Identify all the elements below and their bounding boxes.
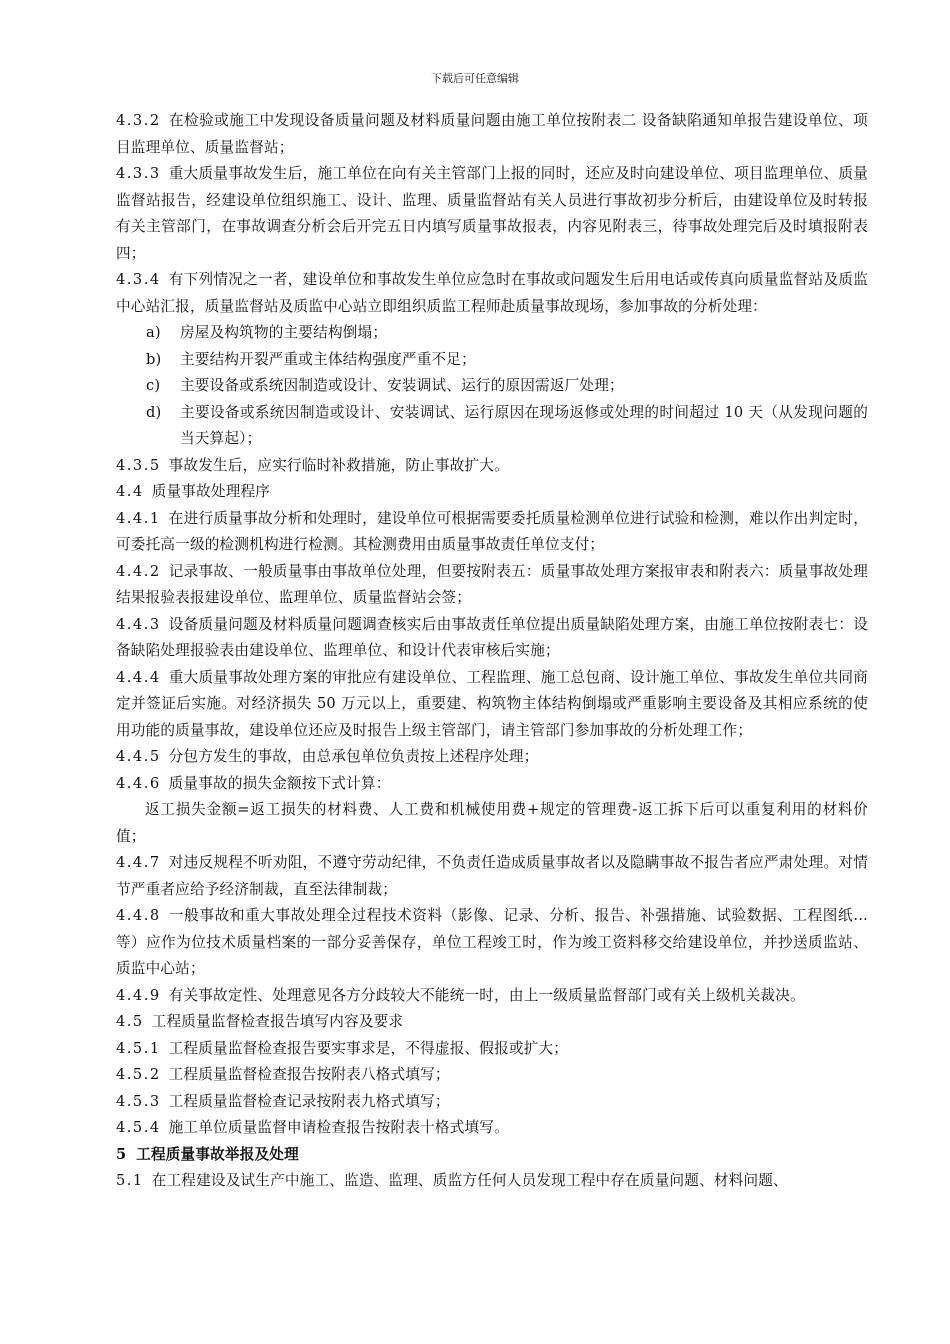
paragraph-4-5-3 (116, 1089, 868, 1116)
clause-text: 重大质量事故发生后，施工单位在向有关主管部门上报的同时，还应及时向建设单位、项目监理单位、质量监督站报告，经建设单位组织施工、设计、监理、质量监督站有关人员进行事故初步分析后，由建设单位及时转报有关主管部门，在事故调查分析会后开完五日内填写质量事故报表，内容见附表三，待事故处理完后及时填报附表四； (116, 165, 868, 262)
formula-paragraph: 返工损失金额=返工损失的材料费、人工费和机械使用费+规定的管理费-返工拆下后可以重复利用的材料价值； (116, 801, 868, 845)
document-body (116, 108, 868, 1195)
clause-number: 4.4.8 (116, 907, 161, 924)
clause-text: 有关事故定性、处理意见各方分歧较大不能统一时，由上一级质量监督部门或有关上级机关裁决。 (168, 986, 805, 1004)
clause-number: 4.4.6 (116, 774, 161, 792)
clause-text: 质量事故的损失金额按下式计算： (168, 774, 391, 792)
clause-number: 4.3.4 (116, 271, 161, 288)
clause-text: 质量事故处理程序 (151, 483, 271, 500)
clause-number: 4.5 (116, 1013, 144, 1030)
section-heading-4-4 (116, 479, 868, 506)
clause-number: 4.3.2 (116, 112, 161, 129)
list-marker: c) (146, 377, 161, 394)
clause-text: 工程质量监督检查报告要实事求是，不得虚报、假报或扩大； (168, 1039, 569, 1057)
paragraph-4-4-6 (116, 771, 868, 798)
list-item-text: 房屋及构筑物的主要结构倒塌； (180, 324, 388, 341)
clause-number: 4.3.3 (116, 165, 161, 182)
clause-text: 在工程建设及试生产中施工、监造、监理、质监方任何人员发现工程中存在质量问题、材料问题、 (151, 1172, 788, 1189)
list-item-b (116, 347, 868, 374)
clause-text: 工程质量监督检查报告填写内容及要求 (151, 1013, 404, 1030)
clause-number: 4.4.2 (116, 562, 161, 580)
paragraph-4-3-2 (116, 108, 868, 161)
clause-number: 5 (116, 1145, 127, 1163)
paragraph-4-3-5 (116, 453, 868, 480)
clause-number: 4.3.5 (116, 456, 161, 474)
clause-number: 4.4 (116, 483, 144, 500)
paragraph-4-5-4 (116, 1115, 868, 1142)
paragraph-5-1 (116, 1168, 868, 1195)
paragraph-4-4-9 (116, 983, 868, 1010)
clause-number: 4.5.1 (116, 1039, 161, 1057)
page-header: 下载后可任意编辑 (431, 72, 519, 85)
clause-number: 4.5.3 (116, 1092, 161, 1110)
section-heading-5 (116, 1142, 868, 1169)
list-marker: a) (146, 324, 161, 341)
paragraph-4-4-4 (116, 665, 868, 745)
clause-number: 4.4.3 (116, 615, 161, 633)
paragraph-4-4-3 (116, 612, 868, 665)
list-item-text: 主要结构开裂严重或主体结构强度严重不足； (180, 350, 476, 368)
clause-number: 4.4.7 (116, 854, 161, 871)
list-item-text: 主要设备或系统因制造或设计、安装调试、运行原因在现场返修或处理的时间超过 10 天（从发现问题的当天算起）； (180, 403, 868, 447)
clause-text: 工程质量监督检查记录按附表九格式填写； (168, 1092, 450, 1110)
clause-number: 4.4.9 (116, 986, 161, 1004)
clause-number: 4.5.2 (116, 1066, 161, 1083)
paragraph-4-3-3 (116, 161, 868, 267)
list-item-a (116, 320, 868, 347)
paragraph-4-5-1 (116, 1036, 868, 1063)
clause-number: 4.5.4 (116, 1119, 161, 1136)
clause-number: 4.4.1 (116, 509, 161, 527)
clause-number: 4.4.5 (116, 748, 161, 765)
list-item-c (116, 373, 868, 400)
list-marker: d) (146, 403, 162, 421)
clause-number: 4.4.4 (116, 668, 161, 686)
clause-text: 在进行质量事故分析和处理时，建设单位可根据需要委托质量检测单位进行试验和检测，难以作出判定时，可委托高一级的检测机构进行检测。其检测费用由质量事故责任单位支付； (116, 509, 868, 553)
clause-text: 工程质量事故举报及处理 (136, 1145, 299, 1163)
clause-text: 有下列情况之一者，建设单位和事故发生单位应急时在事故或问题发生后用电话或传真向质量监督站及质监中心站汇报，质量监督站及质监中心站立即组织质监工程师赴质量事故现场，参加事故的分析处理： (116, 271, 868, 315)
paragraph-4-5-2 (116, 1062, 868, 1089)
clause-text: 一般事故和重大事故处理全过程技术资料（影像、记录、分析、报告、补强措施、试验数据、工程图纸…等）应作为位技术质量档案的一部分妥善保存，单位工程竣工时，作为竣工资料移交给建设单位，并抄送质监站、质监中心站； (116, 907, 868, 977)
paragraph-4-4-2 (116, 559, 868, 612)
clause-text: 分包方发生的事故，由总承包单位负责按上述程序处理； (168, 748, 539, 765)
paragraph-4-4-8 (116, 903, 868, 983)
clause-number: 5.1 (116, 1172, 144, 1189)
clause-text: 工程质量监督检查报告按附表八格式填写； (168, 1066, 450, 1083)
clause-text: 重大质量事故处理方案的审批应有建设单位、工程监理、施工总包商、设计施工单位、事故发生单位共同商定并签证后实施。对经济损失 50 万元以上，重要建、构筑物主体结构倒塌或严重影响主要设备及其相应系统的使用功能的质量事故，建设单位还应及时报告上级主管部门，请主管部门参加事故的分析处理工作； (116, 668, 868, 739)
paragraph-4-4-7 (116, 850, 868, 903)
list-item-d (116, 400, 868, 453)
clause-text: 施工单位质量监督申请检查报告按附表十格式填写。 (168, 1119, 509, 1136)
section-heading-4-5 (116, 1009, 868, 1036)
clause-text: 设备质量问题及材料质量问题调查核实后由事故责任单位提出质量缺陷处理方案，由施工单位按附表七：设备缺陷处理报验表由建设单位、监理单位、和设计代表审核后实施； (116, 615, 868, 659)
paragraph-4-4-5 (116, 744, 868, 771)
paragraph-4-3-4 (116, 267, 868, 320)
clause-text: 对违反规程不听劝阻，不遵守劳动纪律，不负责任造成质量事故者以及隐瞒事故不报告者应严肃处理。对情节严重者应给予经济制裁，直至法律制裁； (116, 854, 868, 898)
paragraph-4-4-1 (116, 506, 868, 559)
clause-text: 记录事故、一般质量事由事故单位处理，但要按附表五：质量事故处理方案报审表和附表六：质量事故处理结果报验表报建设单位、监理单位、质量监督站会签； (116, 562, 868, 606)
clause-text: 在检验或施工中发现设备质量问题及材料质量问题由施工单位按附表二 设备缺陷通知单报告建设单位、项目监理单位、质量监督站； (116, 112, 868, 156)
list-item-text: 主要设备或系统因制造或设计、安装调试、运行的原因需返厂处理； (180, 377, 624, 394)
clause-text: 事故发生后，应实行临时补救措施，防止事故扩大。 (168, 456, 509, 474)
list-marker: b) (146, 350, 162, 368)
